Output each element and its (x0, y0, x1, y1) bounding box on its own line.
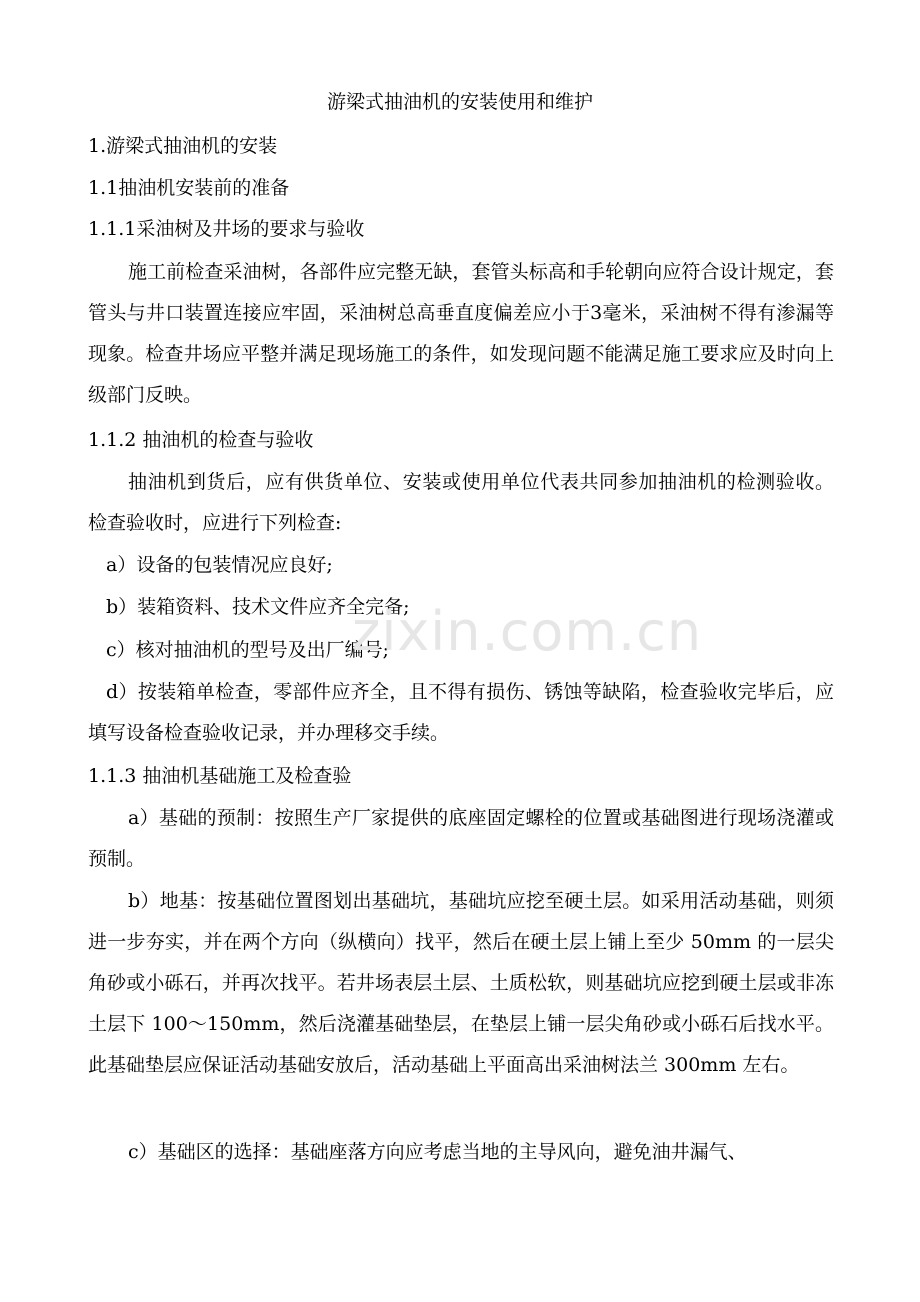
checklist-item-c: c）核对抽油机的型号及出厂编号; (106, 639, 390, 661)
paragraph-foundation-precast: a）基础的预制：按照生产厂家提供的底座固定螺栓的位置或基础图进行现场浇灌或预制。 (88, 807, 834, 870)
paragraph-foundation-ground: b）地基：按基础位置图划出基础坑，基础坑应挖至硬土层。如采用活动基础，则须进一步夯实，并在两个方向（纵横向）找平，然后在硬土层上铺上至少 50mm 的一层尖角砂或小砾石，并再次找平。若井场表层土层、土质松软，则基础坑应挖到硬土层或非冻土层下 100～150mm，然后浇灌基础垫层，在垫层上铺一层尖角砂或小砾石后找水平。此基础垫层应保证活动基础安放后，活动基础上平面高出采油树法兰 300mm 左右。 (88, 890, 834, 1076)
watermark: zixin.com.cn (352, 600, 703, 663)
heading-inspection: 1.1.2 抽油机的检查与验收 (88, 429, 314, 451)
heading-preparation: 1.1抽油机安装前的准备 (88, 177, 290, 199)
heading-installation: 1.游梁式抽油机的安装 (88, 135, 278, 157)
paragraph-wellhead-check: 施工前检查采油树，各部件应完整无缺，套管头标高和手轮朝向应符合设计规定，套管头与井口装置连接应牢固，采油树总高垂直度偏差应小于3毫米，采油树不得有渗漏等现象。检查井场应平整并满足现场施工的条件，如发现问题不能满足施工要求应及时向上级部门反映。 (88, 261, 834, 406)
checklist-item-a: a）设备的包装情况应良好; (106, 554, 333, 576)
document-title: 游梁式抽油机的安装使用和维护 (326, 91, 593, 113)
checklist-item-b: b）装箱资料、技术文件应齐全完备; (106, 596, 410, 618)
heading-foundation: 1.1.3 抽油机基础施工及检查验 (88, 765, 352, 787)
heading-wellhead-requirements: 1.1.1采油树及井场的要求与验收 (88, 218, 365, 240)
paragraph-foundation-area: c）基础区的选择：基础座落方向应考虑当地的主导风向，避免油井漏气、 (128, 1141, 747, 1163)
checklist-item-d: d）按装箱单检查，零部件应齐全，且不得有损伤、锈蚀等缺陷，检查验收完毕后，应填写设备检查验收记录，并办理移交手续。 (88, 681, 834, 744)
paragraph-inspection: 抽油机到货后，应有供货单位、安装或使用单位代表共同参加抽油机的检测验收。 检查验收时，应进行下列检查: (88, 471, 834, 534)
